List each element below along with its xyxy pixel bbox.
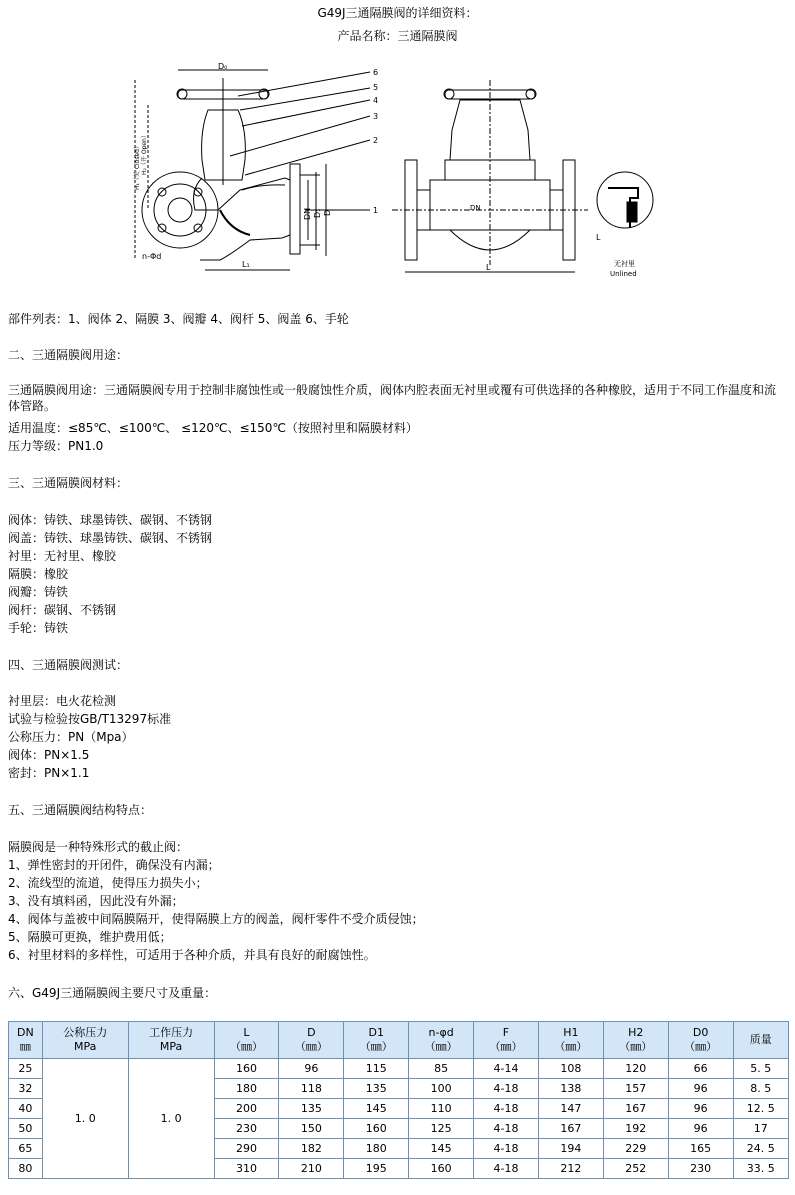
cell: 125 bbox=[409, 1119, 474, 1139]
label-h1: H₁（关 Closed） bbox=[134, 143, 141, 190]
col-d1: D1 （㎜） bbox=[344, 1022, 409, 1059]
section2-heading: 二、三通隔膜阀用途： bbox=[8, 348, 129, 362]
col-dn: DN ㎜ bbox=[9, 1022, 43, 1059]
cell: 145 bbox=[409, 1139, 474, 1159]
test-item: 密封：PN×1.1 bbox=[8, 766, 90, 780]
label-dn-mid: DN bbox=[470, 204, 481, 212]
test-item: 公称压力：PN（Mpa） bbox=[8, 730, 134, 744]
label-unlined-en: Unlined bbox=[610, 270, 637, 278]
cell: 167 bbox=[538, 1119, 603, 1139]
label-d: D bbox=[323, 209, 332, 216]
label-1: 1 bbox=[373, 206, 379, 215]
cell: 96 bbox=[668, 1099, 733, 1119]
cell: 118 bbox=[279, 1079, 344, 1099]
nominal-pressure-cell: 1. 0 bbox=[42, 1059, 128, 1179]
cell: 4-18 bbox=[474, 1099, 539, 1119]
cell: 110 bbox=[409, 1099, 474, 1119]
material-item: 阀瓣：铸铁 bbox=[8, 585, 69, 599]
cell: 12. 5 bbox=[733, 1099, 788, 1119]
label-l-detail: L bbox=[596, 233, 601, 242]
cell: 80 bbox=[9, 1159, 43, 1179]
col-d0: D0 （㎜） bbox=[668, 1022, 733, 1059]
material-item: 阀盖：铸铁、球墨铸铁、碳钢、不锈钢 bbox=[8, 531, 213, 545]
cell: 195 bbox=[344, 1159, 409, 1179]
cell: 252 bbox=[603, 1159, 668, 1179]
working-pressure-cell: 1. 0 bbox=[128, 1059, 214, 1179]
col-h1: H1 （㎜） bbox=[538, 1022, 603, 1059]
table-header-row bbox=[9, 1022, 789, 1059]
label-4: 4 bbox=[373, 96, 379, 105]
label-l: L bbox=[486, 263, 491, 272]
label-3: 3 bbox=[373, 112, 379, 121]
cell: 32 bbox=[9, 1079, 43, 1099]
feature-item: 5、隔膜可更换，维护费用低； bbox=[8, 930, 172, 944]
cell: 200 bbox=[214, 1099, 279, 1119]
cell: 100 bbox=[409, 1079, 474, 1099]
document-title: G49J三通隔膜阀的详细资料： bbox=[317, 6, 478, 20]
cell: 4-18 bbox=[474, 1159, 539, 1179]
cell: 182 bbox=[279, 1139, 344, 1159]
cell: 290 bbox=[214, 1139, 279, 1159]
material-item: 阀体：铸铁、球墨铸铁、碳钢、不锈钢 bbox=[8, 513, 213, 527]
cell: 50 bbox=[9, 1119, 43, 1139]
cell: 115 bbox=[344, 1059, 409, 1079]
label-6: 6 bbox=[373, 68, 379, 77]
section5-heading: 五、三通隔膜阀结构特点： bbox=[8, 803, 153, 817]
section2-pressure: 压力等级：PN1.0 bbox=[8, 439, 104, 453]
cell: 40 bbox=[9, 1099, 43, 1119]
cell: 25 bbox=[9, 1059, 43, 1079]
cell: 120 bbox=[603, 1059, 668, 1079]
material-item: 手轮：铸铁 bbox=[8, 621, 69, 635]
cell: 66 bbox=[668, 1059, 733, 1079]
material-item: 隔膜：橡胶 bbox=[8, 567, 69, 581]
cell: 229 bbox=[603, 1139, 668, 1159]
col-l: L （㎜） bbox=[214, 1022, 279, 1059]
label-n-d: n-Φd bbox=[142, 252, 162, 261]
cell: 194 bbox=[538, 1139, 603, 1159]
test-item: 阀体：PN×1.5 bbox=[8, 748, 90, 762]
cell: 4-18 bbox=[474, 1119, 539, 1139]
section2-temperature: 适用温度：≤85℃、≤100℃、 ≤120℃、≤150℃（按照衬里和隔膜材料） bbox=[8, 421, 418, 435]
cell: 96 bbox=[668, 1079, 733, 1099]
label-h2: H₂（开 Open） bbox=[141, 132, 148, 175]
feature-item: 6、衬里材料的多样性，可适用于各种介质，并具有良好的耐腐蚀性。 bbox=[8, 948, 376, 962]
col-working-pressure: 工作压力 MPa bbox=[128, 1022, 214, 1059]
cell: 180 bbox=[344, 1139, 409, 1159]
label-dn: DN bbox=[303, 207, 312, 220]
section4-heading: 四、三通隔膜阀测试： bbox=[8, 658, 129, 672]
cell: 160 bbox=[344, 1119, 409, 1139]
table-row bbox=[9, 1059, 789, 1079]
cell: 160 bbox=[214, 1059, 279, 1079]
col-weight: 质量 bbox=[733, 1022, 788, 1059]
cell: 230 bbox=[668, 1159, 733, 1179]
col-h2: H2 （㎜） bbox=[603, 1022, 668, 1059]
label-l1: L₁ bbox=[242, 260, 250, 269]
feature-item: 1、弹性密封的开闭件，确保没有内漏； bbox=[8, 858, 220, 872]
feature-item: 2、流线型的流道，使得压力损失小； bbox=[8, 876, 208, 890]
cell: 145 bbox=[344, 1099, 409, 1119]
dimension-table bbox=[8, 1021, 789, 1179]
col-f: F （㎜） bbox=[474, 1022, 539, 1059]
cell: 24. 5 bbox=[733, 1139, 788, 1159]
cell: 96 bbox=[668, 1119, 733, 1139]
cell: 157 bbox=[603, 1079, 668, 1099]
section2-usage: 三通隔膜阀用途：三通隔膜阀专用于控制非腐蚀性或一般腐蚀性介质，阀体内腔表面无衬里或覆有可供选择的各种橡胶，适用于不同工作温度和流体管路。 bbox=[8, 383, 777, 413]
cell: 150 bbox=[279, 1119, 344, 1139]
test-item: 衬里层：电火花检测 bbox=[8, 694, 117, 708]
cell: 17 bbox=[733, 1119, 788, 1139]
cell: 192 bbox=[603, 1119, 668, 1139]
feature-item: 3、没有填料函，因此没有外漏； bbox=[8, 894, 184, 908]
cell: 135 bbox=[279, 1099, 344, 1119]
cell: 96 bbox=[279, 1059, 344, 1079]
cell: 4-14 bbox=[474, 1059, 539, 1079]
unlined-detail bbox=[597, 172, 653, 228]
cell: 4-18 bbox=[474, 1139, 539, 1159]
cell: 65 bbox=[9, 1139, 43, 1159]
section6-heading: 六、G49J三通隔膜阀主要尺寸及重量： bbox=[8, 986, 217, 1000]
feature-item: 4、阀体与盖被中间隔膜隔开，使得隔膜上方的阀盖，阀杆零件不受介质侵蚀； bbox=[8, 912, 424, 926]
label-unlined-cn: 无衬里 bbox=[614, 260, 635, 268]
cell: 212 bbox=[538, 1159, 603, 1179]
cell: 8. 5 bbox=[733, 1079, 788, 1099]
front-view bbox=[392, 80, 588, 272]
valve-drawing bbox=[130, 60, 660, 285]
material-item: 衬里：无衬里、橡胶 bbox=[8, 549, 117, 563]
label-d0: D₀ bbox=[218, 62, 228, 71]
col-nominal-pressure: 公称压力 MPa bbox=[42, 1022, 128, 1059]
parts-list: 部件列表：1、阀体 2、隔膜 3、阀瓣 4、阀杆 5、阀盖 6、手轮 bbox=[8, 312, 349, 326]
cell: 160 bbox=[409, 1159, 474, 1179]
label-d1: D₁ bbox=[313, 208, 322, 218]
cell: 85 bbox=[409, 1059, 474, 1079]
label-5: 5 bbox=[373, 83, 379, 92]
product-name: 产品名称：三通隔膜阀 bbox=[337, 29, 458, 43]
cell: 147 bbox=[538, 1099, 603, 1119]
cell: 108 bbox=[538, 1059, 603, 1079]
cell: 180 bbox=[214, 1079, 279, 1099]
cell: 167 bbox=[603, 1099, 668, 1119]
col-n-d: n-φd （㎜） bbox=[409, 1022, 474, 1059]
section3-heading: 三、三通隔膜阀材料： bbox=[8, 476, 129, 490]
test-item: 试验与检验按GB/T13297标准 bbox=[8, 712, 172, 726]
cell: 33. 5 bbox=[733, 1159, 788, 1179]
cell: 165 bbox=[668, 1139, 733, 1159]
cell: 5. 5 bbox=[733, 1059, 788, 1079]
feature-item: 隔膜阀是一种特殊形式的截止阀： bbox=[8, 840, 189, 854]
cell: 135 bbox=[344, 1079, 409, 1099]
label-2: 2 bbox=[373, 136, 379, 145]
col-d: D （㎜） bbox=[279, 1022, 344, 1059]
cell: 138 bbox=[538, 1079, 603, 1099]
drawing-labels bbox=[133, 62, 637, 278]
material-item: 阀杆：碳钢、不锈钢 bbox=[8, 603, 117, 617]
handwheel-left bbox=[177, 70, 269, 108]
cell: 230 bbox=[214, 1119, 279, 1139]
cell: 4-18 bbox=[474, 1079, 539, 1099]
cell: 210 bbox=[279, 1159, 344, 1179]
cell: 310 bbox=[214, 1159, 279, 1179]
